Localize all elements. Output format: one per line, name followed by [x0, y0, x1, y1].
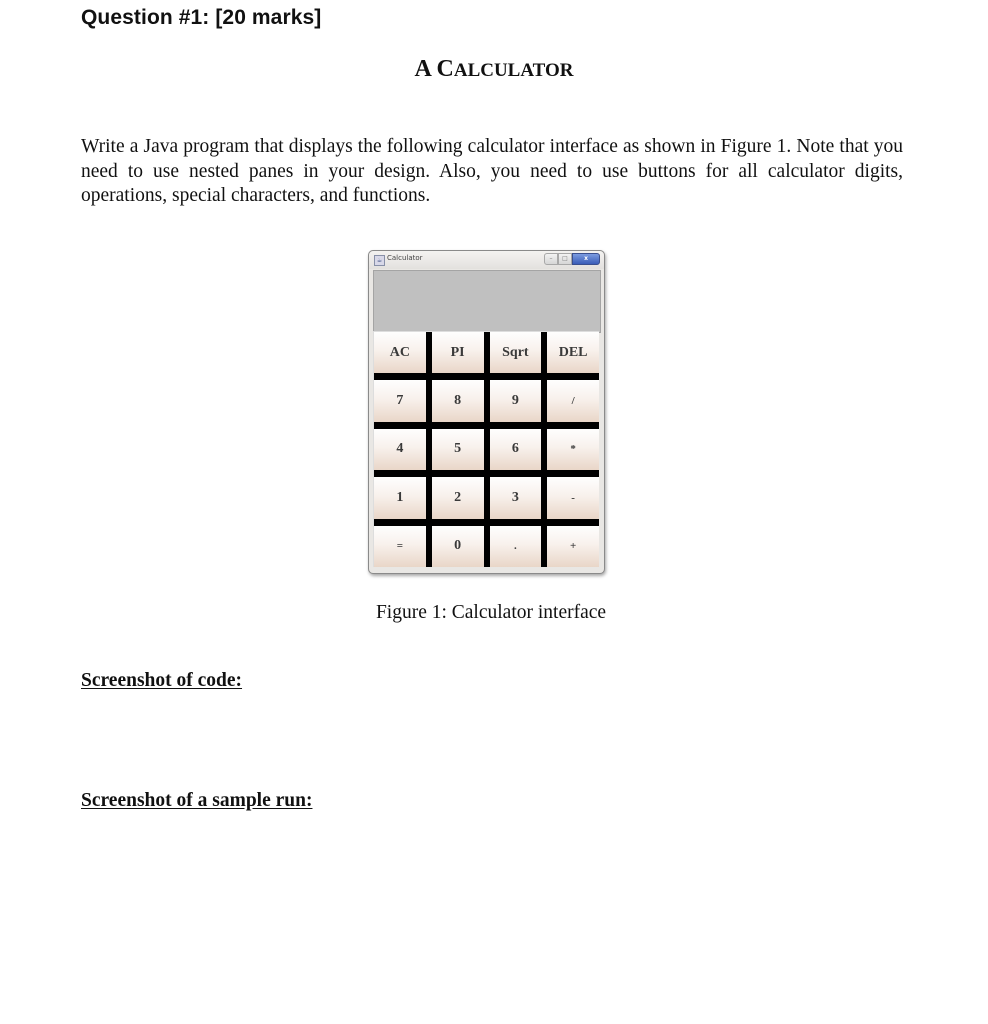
section-heading-code: Screenshot of code: — [81, 670, 243, 691]
key-digit-0-button[interactable]: 0 — [432, 526, 484, 567]
key-equals-button[interactable]: = — [374, 526, 426, 567]
key-all-clear-button[interactable]: AC — [374, 332, 426, 373]
close-icon[interactable]: x — [572, 253, 600, 265]
title-rest: ALCULATOR — [453, 60, 574, 81]
section-heading-sample-run: Screenshot of a sample run: — [81, 790, 313, 811]
title-letter-a: A — [414, 56, 431, 82]
key-add-button[interactable]: + — [547, 526, 599, 567]
key-divide-button[interactable]: / — [547, 380, 599, 421]
key-sqrt-button[interactable]: Sqrt — [490, 332, 542, 373]
document-title — [0, 56, 988, 83]
key-digit-3-button[interactable]: 3 — [490, 477, 542, 518]
key-digit-8-button[interactable]: 8 — [432, 380, 484, 421]
instructions-paragraph: Write a Java program that displays the following calculator interface as shown in Figure 1. Note that you need to use nested panes in your design. Also, you need to use buttons for all calculator digits, operations, special characters, and functions. — [81, 136, 903, 206]
key-digit-2-button[interactable]: 2 — [432, 477, 484, 518]
key-subtract-button[interactable]: - — [547, 477, 599, 518]
key-digit-5-button[interactable]: 5 — [432, 429, 484, 470]
maximize-icon[interactable]: □ — [558, 253, 572, 265]
window-titlebar — [369, 251, 604, 269]
key-multiply-button[interactable]: * — [547, 429, 599, 470]
key-digit-6-button[interactable]: 6 — [490, 429, 542, 470]
key-digit-7-button[interactable]: 7 — [374, 380, 426, 421]
calculator-display — [373, 270, 601, 333]
key-digit-1-button[interactable]: 1 — [374, 477, 426, 518]
calculator-window-figure — [368, 250, 605, 574]
key-digit-4-button[interactable]: 4 — [374, 429, 426, 470]
key-pi-button[interactable]: PI — [432, 332, 484, 373]
window-controls — [544, 253, 600, 264]
key-digit-9-button[interactable]: 9 — [490, 380, 542, 421]
window-title: Calculator — [387, 254, 423, 262]
java-cup-icon: ☕ — [374, 255, 385, 266]
key-delete-button[interactable]: DEL — [547, 332, 599, 373]
minimize-icon[interactable]: – — [544, 253, 558, 265]
title-letter-c: C — [436, 56, 454, 82]
question-heading: Question #1: [20 marks] — [81, 6, 322, 29]
key-decimal-point-button[interactable]: . — [490, 526, 542, 567]
calculator-keypad — [373, 331, 599, 567]
figure-caption: Figure 1: Calculator interface — [375, 602, 607, 623]
